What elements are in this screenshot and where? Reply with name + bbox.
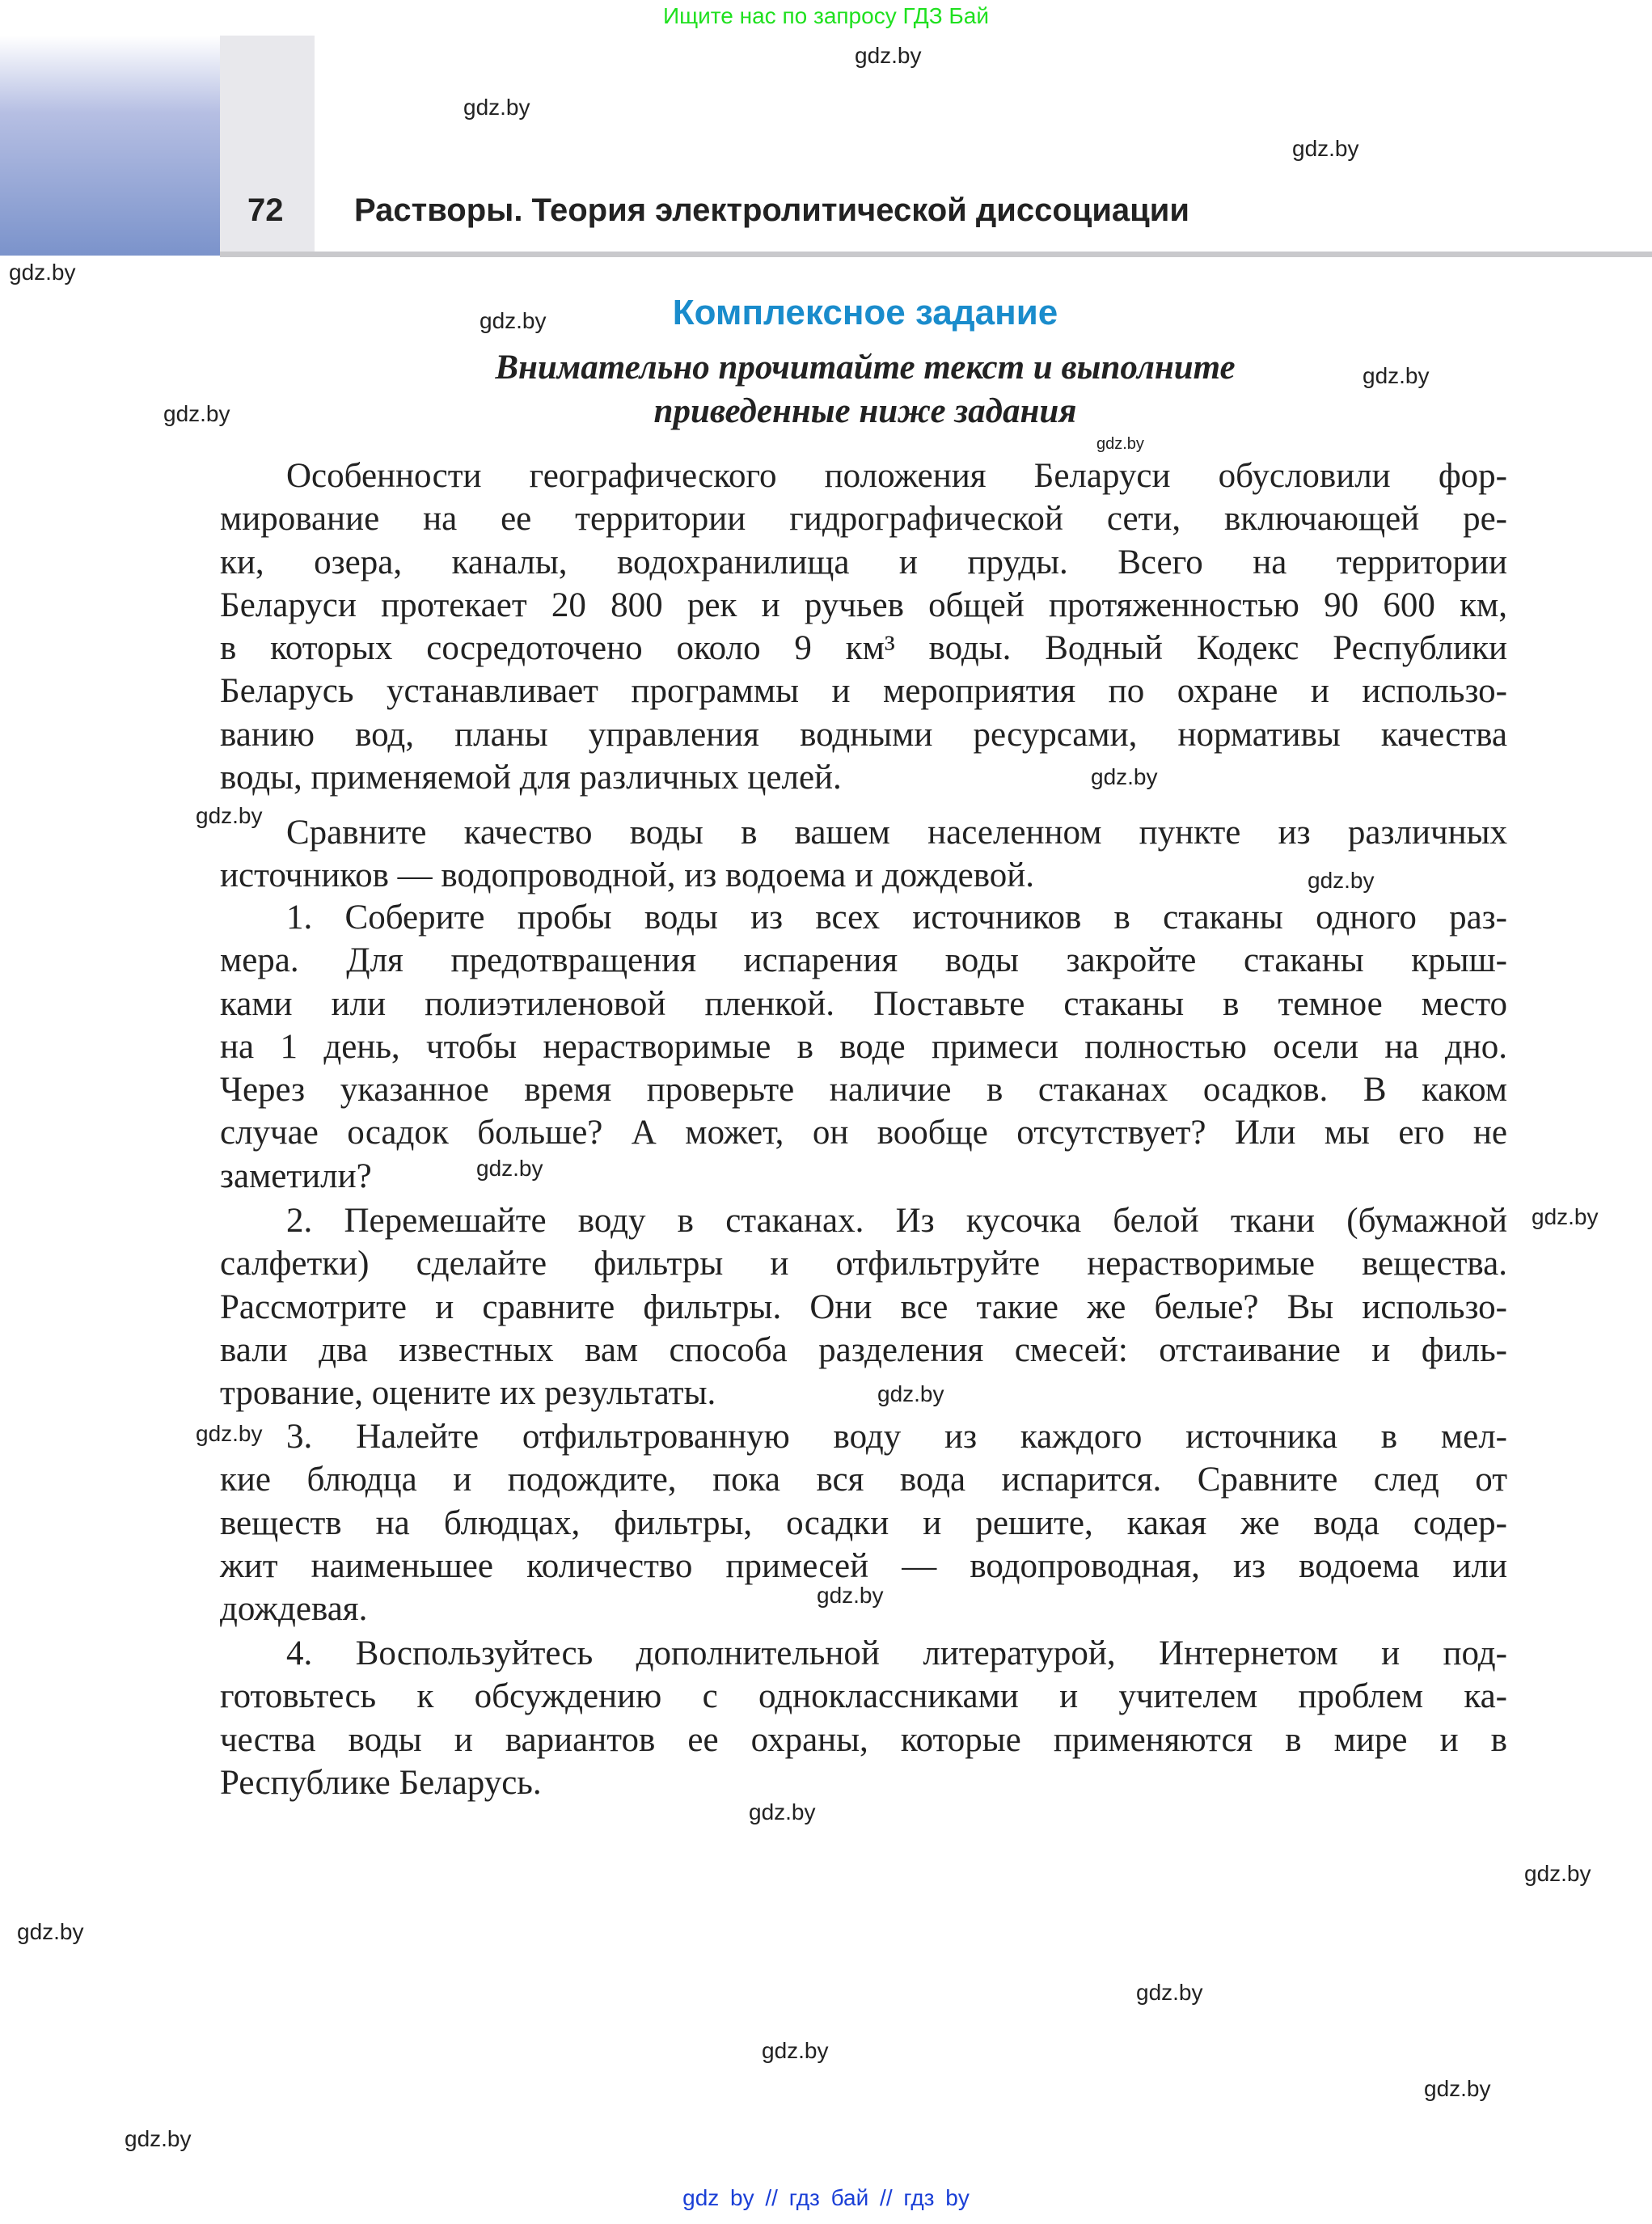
search-banner: Ищите нас по запросу ГДЗ Бай (662, 3, 990, 28)
text-line: дождевая. (220, 1590, 368, 1629)
text-line: Беларуси протекает 20 800 рек и ручьев общей протяженностью 90 600 км, (220, 586, 1507, 624)
watermark: gdz.by (196, 1421, 263, 1446)
text-line: мера. Для предотвращения испарения воды закройте стаканы крыш- (220, 941, 1507, 980)
text-line: 3. Налейте отфильтрованную воду из каждого источника в мел- (286, 1418, 1507, 1456)
text-line: мирование на ее территории гидрографической сети, включающей ре- (220, 500, 1507, 539)
header-gradient-block (0, 36, 220, 256)
header-rule (220, 252, 1652, 257)
watermark: gdz.by (17, 1919, 84, 1944)
text-line: веществ на блюдцах, фильтры, осадки и решите, какая же вода содер- (220, 1503, 1507, 1542)
watermark: gdz.by (480, 308, 547, 333)
text-line: случае осадок больше? А может, он вообще отсутствует? Или мы его не (220, 1114, 1507, 1152)
text-line: Беларусь устанавливает программы и мероприятия по охране и использо- (220, 672, 1507, 711)
text-line: Рассмотрите и сравните фильтры. Они все такие же белые? Вы использо- (220, 1287, 1507, 1326)
text-line: чества воды и вариантов ее охраны, которые применяются в мире и в (220, 1720, 1507, 1759)
paragraph (220, 455, 1507, 799)
page-number: 72 (247, 192, 284, 228)
watermark: gdz.by (817, 1583, 884, 1608)
watermark: gdz.by (1096, 435, 1144, 453)
watermark: gdz.by (877, 1381, 944, 1406)
watermark: gdz.by (1524, 1861, 1591, 1886)
text-line: воды, применяемой для различных целей. (220, 759, 842, 797)
watermark: gdz.by (163, 401, 230, 426)
text-line: ки, озера, каналы, водохранилища и пруды. Всего на территории (220, 543, 1507, 581)
watermark: gdz.by (762, 2038, 829, 2063)
text-line: 2. Перемешайте воду в стаканах. Из кусочка белой ткани (бумажной (286, 1202, 1507, 1240)
text-line: Сравните качество воды в вашем населенном пункте из различных (286, 814, 1507, 852)
text-line: трование, оцените их результаты. (220, 1374, 716, 1413)
text-line: 1. Соберите пробы воды из всех источников в стаканы одного раз- (286, 898, 1507, 937)
text-line: ванию вод, планы управления водными ресурсами, нормативы качества (220, 715, 1507, 754)
text-line: на 1 день, чтобы нерастворимые в воде примеси полностью осели на дно. (220, 1027, 1507, 1066)
watermark: gdz.by (1136, 1980, 1203, 2005)
section-subtitle-line: Внимательно прочитайте текст и выполните (495, 349, 1236, 387)
chapter-title: Растворы. Теория электролитической диссоциации (354, 192, 1189, 228)
text-line: 4. Воспользуйтесь дополнительной литературой, Интернетом и под- (286, 1634, 1507, 1672)
text-line: готовьтесь к обсуждению с одноклассниками и учителем проблем ка- (220, 1677, 1507, 1716)
watermark: gdz.by (1308, 868, 1375, 893)
text-line: заметили? (220, 1156, 372, 1195)
text-line: кие блюдца и подождите, пока вся вода испарится. Сравните след от (220, 1461, 1507, 1499)
text-line: вали два известных вам способа разделения смесей: отстаивание и филь- (220, 1330, 1507, 1369)
text-line: Республике Беларусь. (220, 1763, 542, 1802)
watermark: gdz.by (125, 2126, 192, 2151)
watermark: gdz.by (1292, 136, 1359, 161)
watermark: gdz.by (9, 260, 76, 285)
footer-links[interactable]: gdz by // гдз бай // гдз by (682, 2185, 970, 2210)
paragraph (220, 1632, 1507, 1804)
watermark: gdz.by (476, 1156, 543, 1181)
watermark: gdz.by (1532, 1204, 1599, 1229)
watermark: gdz.by (463, 95, 530, 120)
text-line: в которых сосредоточено около 9 км³ воды. Водный Кодекс Республики (220, 629, 1507, 668)
section-subtitle-line: приведенные ниже задания (653, 392, 1077, 430)
watermark: gdz.by (1424, 2076, 1491, 2101)
watermark: gdz.by (855, 43, 922, 68)
watermark: gdz.by (1363, 363, 1430, 388)
paragraph (220, 896, 1507, 1198)
text-line: Через указанное время проверьте наличие в стаканах осадков. В каком (220, 1071, 1507, 1110)
text-line: источников — водопроводной, из водоема и дождевой. (220, 856, 1034, 895)
section-title: Комплексное задание (672, 293, 1058, 332)
watermark: gdz.by (749, 1799, 816, 1824)
text-line: жит наименьшее количество примесей — водопроводная, из водоема или (220, 1546, 1507, 1585)
paragraph (220, 1199, 1507, 1414)
text-line: салфетки) сделайте фильтры и отфильтруйте нерастворимые вещества. (220, 1245, 1507, 1283)
text-line: ками или полиэтиленовой пленкой. Поставьте стаканы в темное место (220, 984, 1507, 1023)
watermark: gdz.by (1091, 764, 1158, 789)
watermark: gdz.by (196, 803, 263, 828)
text-line: Особенности географического положения Беларуси обусловили фор- (286, 457, 1507, 495)
